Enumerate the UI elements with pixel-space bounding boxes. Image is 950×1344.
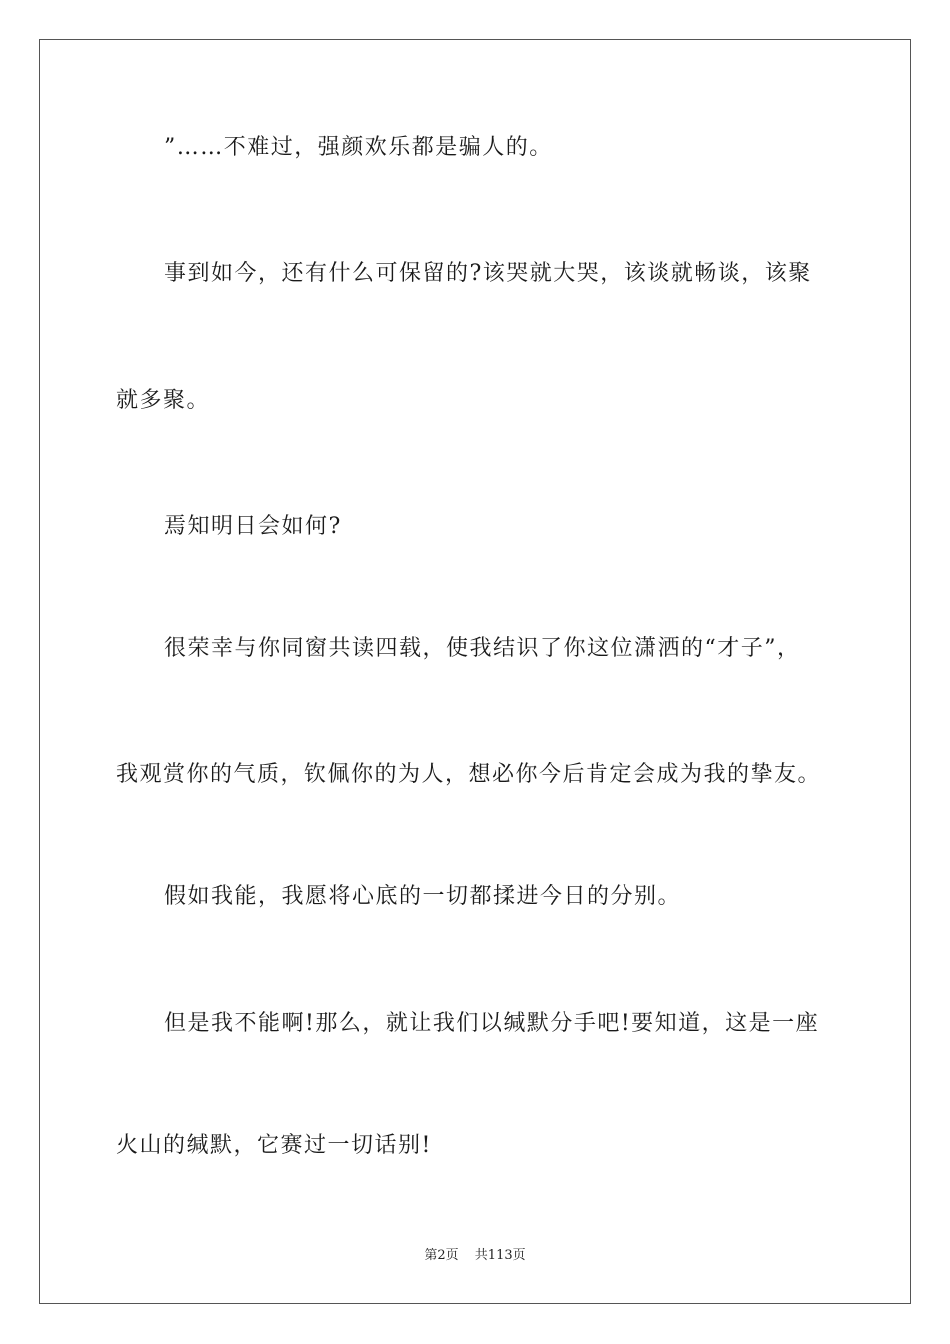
page-number: 第2页 xyxy=(424,1248,459,1263)
text-line: 我观赏你的气质，钦佩你的为人，想必你今后肯定会成为我的挚友。 xyxy=(116,762,822,787)
text-line: 焉知明日会如何? xyxy=(164,514,342,539)
text-line: 但是我不能啊!那么，就让我们以缄默分手吧!要知道，这是一座 xyxy=(164,1011,820,1036)
page-footer xyxy=(0,1247,950,1265)
text-line: 事到如今，还有什么可保留的?该哭就大哭，该谈就畅谈，该聚 xyxy=(164,261,812,286)
page-border xyxy=(39,39,911,1304)
page-total: 共113页 xyxy=(474,1248,526,1263)
text-line: 火山的缄默，它赛过一切话别! xyxy=(116,1133,432,1158)
text-line: 假如我能，我愿将心底的一切都揉进今日的分别。 xyxy=(164,884,682,909)
text-line: ”……不难过，强颜欢乐都是骗人的。 xyxy=(164,135,553,160)
text-line: 很荣幸与你同窗共读四载，使我结识了你这位潇洒的“才子”， xyxy=(164,636,801,661)
text-line: 就多聚。 xyxy=(116,388,211,413)
